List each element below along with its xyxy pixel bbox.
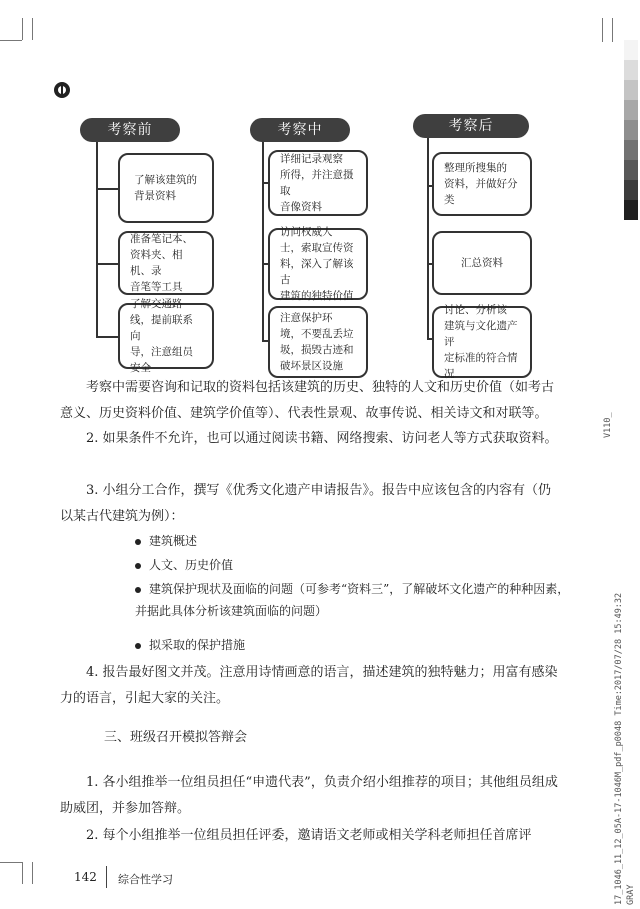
print-info: 17_1046_11_12_05A-17-1046M_pdf_p0048 Time:2017/07/28 15:49:32 xyxy=(614,592,624,905)
flow-box: 准备笔记本、 资料夹、相机、录 音笔等工具 xyxy=(118,231,214,295)
connector-line xyxy=(427,138,429,340)
crop-mark xyxy=(22,18,23,40)
flow-box: 汇总资料 xyxy=(432,231,532,295)
bullet-dot-icon xyxy=(135,643,141,649)
footer-section-name: 综合性学习 xyxy=(118,873,173,886)
crop-mark xyxy=(0,40,22,41)
crop-mark xyxy=(32,18,33,40)
bullet-item: 建筑保护现状及面临的问题（可参考“资料三”，了解破坏文化遗产的种种因素，并据此具体分析该建筑面临的问题） xyxy=(135,582,570,618)
bullet-dot-icon xyxy=(135,563,141,569)
margin-tag: V110_ xyxy=(603,412,613,438)
paragraph: 2. 如果条件不允许，也可以通过阅读书籍、网络搜索、访问老人等方式获取资料。 xyxy=(86,431,558,446)
crop-mark xyxy=(32,862,33,884)
paragraph: 3. 小组分工合作，撰写《优秀文化遗产申请报告》。报告中应该包含的内容有（仍以某古代建筑为例）： xyxy=(60,483,552,524)
paragraph: 2. 每个小组推举一位组员担任评委，邀请语文老师或相关学科老师担任首席评 xyxy=(86,828,532,843)
flow-box: 讨论、分析该 建筑与文化遗产评 定标准的符合情况 xyxy=(432,306,532,378)
bullet-item: 拟采取的保护措施 xyxy=(135,634,245,656)
paragraph: 考察中需要咨询和记取的资料包括该建筑的历史、独特的人文和历史价值（如考古意义、历史资料价值、建筑学价值等）、代表性景观、故事传说、相关诗文和对联等。 xyxy=(60,380,555,421)
crop-mark xyxy=(0,862,22,863)
column-header-before: 考察前 xyxy=(80,118,180,142)
flow-box: 访问权威人 士，索取宣传资 料，深入了解该古 建筑的独特价值 xyxy=(268,228,368,300)
gray-label: GRAY xyxy=(626,884,636,905)
flow-box: 整理所搜集的 资料，并做好分类 xyxy=(432,152,532,216)
section-heading: 三、班级召开模拟答辩会 xyxy=(104,730,248,745)
flow-box: 了解该建筑的 背景资料 xyxy=(118,153,214,223)
connector-line xyxy=(96,336,118,338)
page-number: 142 xyxy=(74,870,97,884)
crop-mark xyxy=(602,18,603,42)
paragraph: 4. 报告最好图文并茂。注意用诗情画意的语言，描述建筑的独特魅力；用富有感染力的语言，引起大家的关注。 xyxy=(60,665,558,706)
column-header-after: 考察后 xyxy=(413,114,529,138)
registration-mark-icon xyxy=(54,82,70,98)
bullet-dot-icon xyxy=(135,587,141,593)
bullet-item: 建筑概述 xyxy=(135,530,197,552)
bullet-item: 人文、历史价值 xyxy=(135,554,233,576)
crop-mark xyxy=(22,862,23,884)
crop-mark xyxy=(612,18,613,42)
connector-line xyxy=(96,188,118,190)
footer-divider xyxy=(106,866,107,888)
connector-line xyxy=(96,263,118,265)
connector-line xyxy=(96,142,98,337)
flow-box: 详细记录观察 所得，并注意摄取 音像资料 xyxy=(268,150,368,216)
paragraph: 1. 各小组推举一位组员担任“申遗代表”，负责介绍小组推荐的项目；其他组员组成助威团，并参加答辩。 xyxy=(60,775,558,816)
column-header-during: 考察中 xyxy=(250,118,350,142)
connector-line xyxy=(262,142,264,342)
flow-box: 注意保护环 境，不要乱丢垃 圾，损毁古迹和 破坏景区设施 xyxy=(268,306,368,378)
flow-box: 了解交通路 线，提前联系向 导，注意组员安全 xyxy=(118,303,214,369)
bullet-dot-icon xyxy=(135,539,141,545)
